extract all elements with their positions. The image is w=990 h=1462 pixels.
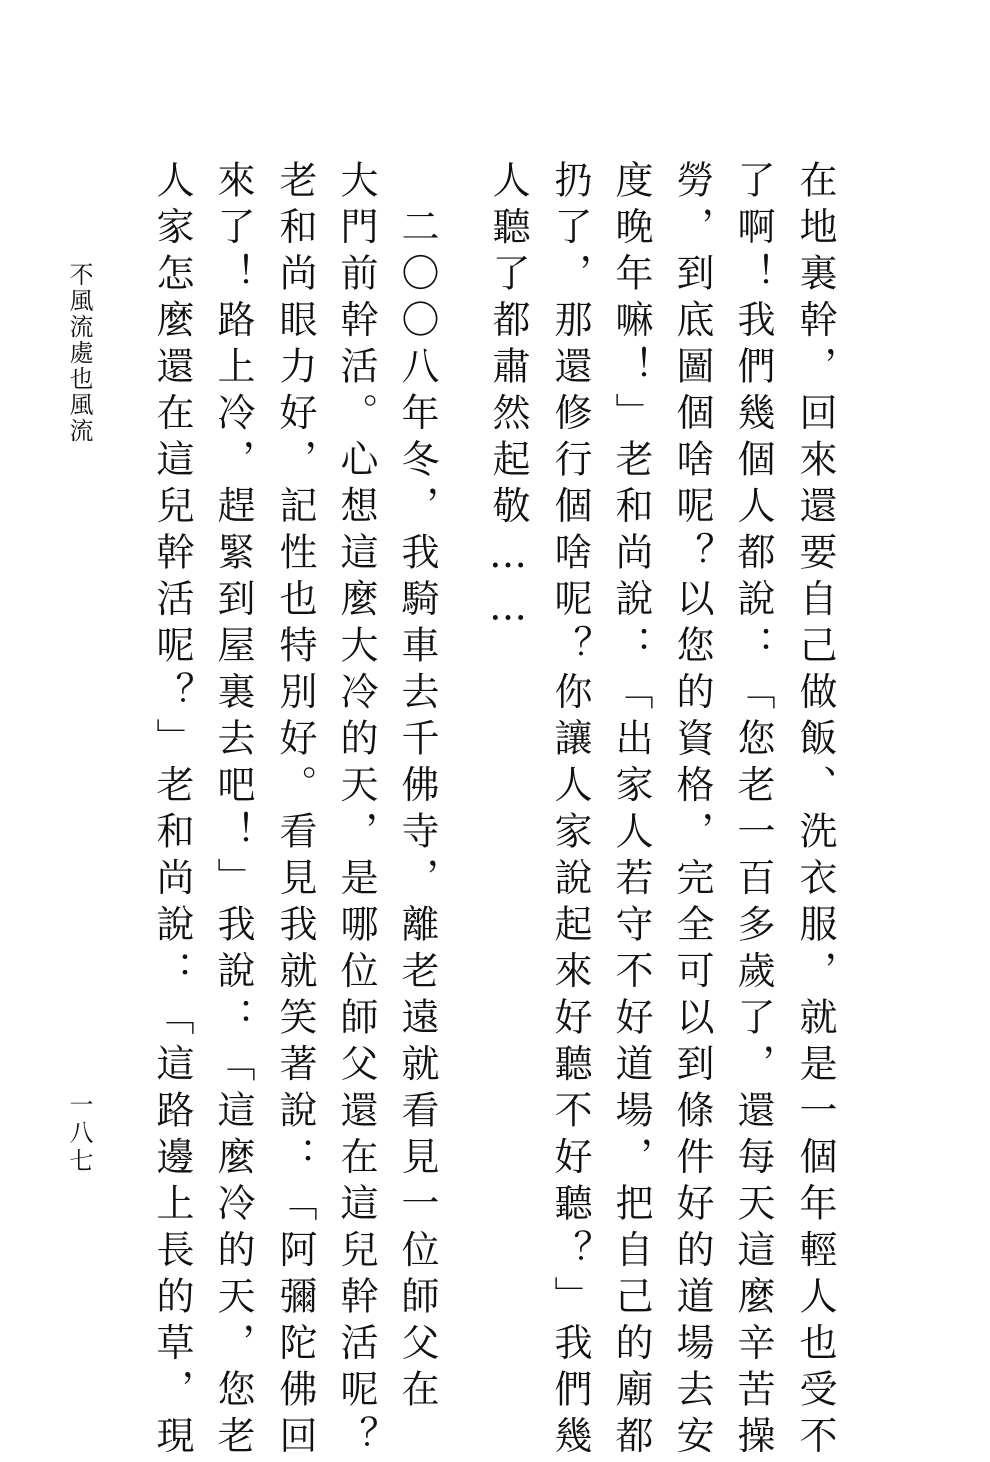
text-column-4: 度晚年嘛！」老和尚說：「出家人若守不好道場，把自己的廟都 [609, 160, 653, 1462]
page-number: 一八七 [65, 1092, 93, 1176]
text-column-8: 大門前幹活。心想這麼大冷的天，是哪位師父還在這兒幹活呢？ [334, 160, 378, 1462]
text-column-2: 了啊！我們幾個人都說：「您老一百多歲了，還每天這麼辛苦操 [731, 160, 775, 1462]
text-column-10: 來了！路上冷，趕緊到屋裏去吧！」我說：「這麼冷的天，您老 [211, 160, 255, 1462]
text-column-5: 扔了，那還修行個啥呢？你讓人家說起來好聽不好聽？」我們幾 [548, 160, 592, 1462]
text-column-9: 老和尚眼力好，記性也特別好。看見我就笑著說：「阿彌陀佛回 [273, 160, 317, 1462]
text-column-7: 二〇〇八年冬，我騎車去千佛寺，離老遠就看見一位師父在 [395, 160, 439, 1416]
text-column-11: 人家怎麼還在這兒幹活呢？」老和尚說：「這路邊上長的草，現 [150, 160, 194, 1462]
text-column-1: 在地裏幹，回來還要自己做飯、洗衣服，就是一個年輕人也受不 [793, 160, 837, 1462]
text-column-6: 人聽了都肅然起敬…… [486, 160, 530, 637]
running-head: 不風流處也風流 [65, 262, 93, 444]
text-column-3: 勞，到底圖個啥呢？以您的資格，完全可以到條件好的道場去安 [670, 160, 714, 1462]
